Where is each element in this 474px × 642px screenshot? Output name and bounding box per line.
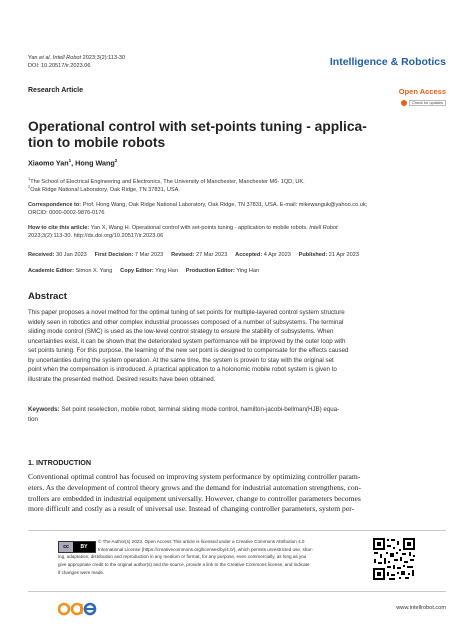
oae-logo-icon [58,600,98,616]
qr-code-icon [372,537,416,581]
authors: Xiaomo Yan$^1$, Hong Wang$^2$ [28,158,118,168]
affiliation-1: $^1$The School of Electrical Engineering and Electronics, The University of Manchester, Manchester M6- 1QD, UK. [28,176,305,185]
editors: Academic Editor: Simon X. Yang Copy Editor: Ying Han Production Editor: Ying Han [28,268,260,274]
publisher-logo [58,600,98,616]
abstract-body: This paper proposes a novel method for the optimal tuning of set points for multiple-layered control system structure widely seen in robotics and other complex industrial processes composed of a number of subsystems. The terminal sliding mode control (SMC) is used as the low-level control strategy to ensure the stability of subsystems. When uncertainties exist, it can be shown that the deteriorated system performance will be improved by the outer loop with set points tuning. For this purpose, the learning of the new set point is designed to compensate for the effects caused by uncertainties during the system operation. At the same time, the system is proven to stay with the original set point when the compensation is introduced. A practical application to a holonomic mobile robot system is given to illustrate the presented method. Desired results have been obtained. [28,309,349,383]
journal-name: Intelligence & Robotics [329,56,446,68]
intro-body: Conventional optimal control has focused on improving system performance by optimizing controller param- eters. As the development of control theory grows and the demand for industrial automation strengthens, con- trollers are embedded in industrial equipment universally. However, change to controller parameters becomes more difficult and costly as a result of universal use. Instead of changing controller parameters, system per- [28,472,361,514]
cc-by-license-badge[interactable] [58,541,96,553]
doi[interactable]: DOI: 10.20517/ir.2023.06 [28,63,91,69]
article-title: Operational control with set-points tuning - applica- tion to mobile robots [28,119,367,150]
article-type: Research Article [28,87,83,94]
correspondence: Correspondence to: Prof. Hong Wang, Oak Ridge National Laboratory, Oak Ridge, TN 37831, USA. E-mail: mikewanguk@yahoo.co.uk; ORCID: 0000-0002-9876-0176 [28,202,368,216]
cc-icon: cc [59,542,73,552]
keywords: Keywords: Set point reselection, mobile robot, terminal sliding mode control, hamilton-jacobi-bellman(HJB) equa- tion [28,406,340,423]
intro-heading: 1. INTRODUCTION [28,458,92,467]
abstract-heading: Abstract [28,291,67,302]
how-to-cite: How to cite this article: Yan X, Wang H. Operational control with set-points tuning - application to mobile robots. Intell Robot 2023;3(2):113-30. http://dx.doi.org/10.20517/ir.2023.06 [28,225,338,239]
license-text-continued: ing, adaptation, distribution and reproduction in any medium or format, for any purpose, even commercially, as long as you give appropriate credit to the original author(s) and the source, provide a link to the Creative Commons license, and indicate if changes were made. [58,554,310,575]
website-link[interactable]: www.intellrobot.com [396,605,446,611]
check-for-updates-button[interactable]: Check for updates [401,100,446,106]
license-text: © The Author(s) 2023. Open Access This article is licensed under a Creative Commons Attribution 4.0 International License (https://creativecommons.org/licenses/by/4.0/), which permits unrestricted use, shar- [98,539,313,552]
open-access-label: Open Access [398,87,446,96]
license-divider [28,530,446,531]
journal-citation: Yan et al. Intell Robot 2023;3(2):113-30 [28,55,126,61]
affiliation-2: $^2$Oak Ridge National Laboratory, Oak Ridge, TN 37831, USA. [28,184,180,193]
check-updates-icon [401,100,407,106]
article-dates: Received: 30 Jan 2023 First Decision: 7 Mar 2023 Revised: 27 Mar 2023 Accepted: 4 Apr 2023 Published: 21 Apr 2023 [28,252,359,258]
by-icon: BY [73,542,95,552]
footer-divider [28,591,446,592]
